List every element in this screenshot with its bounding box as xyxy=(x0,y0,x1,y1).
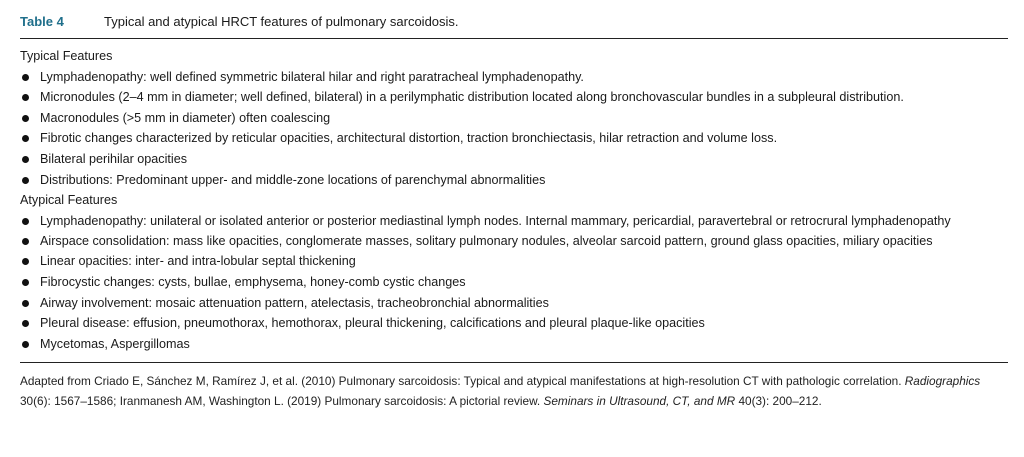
footnote-text: Adapted from Criado E, Sánchez M, Ramírez J, et al. (2010) Pulmonary sarcoidosis: Typical and atypical manifestations at high-resolution CT with pathologic correlation. xyxy=(20,374,905,389)
bullet-icon xyxy=(22,74,29,81)
table-label: Table 4 xyxy=(20,13,64,29)
table-caption xyxy=(20,0,1008,38)
list-item xyxy=(20,170,1008,191)
list-item xyxy=(20,293,1008,314)
footnote-text: 40(3): 200–212. xyxy=(735,394,822,409)
bullet-icon xyxy=(22,279,29,286)
list-item xyxy=(20,67,1008,88)
list-item xyxy=(20,87,1008,108)
atypical-features-heading: Atypical Features xyxy=(20,193,118,208)
bullet-icon xyxy=(22,94,29,101)
footnote-journal-radiographics: Radiographics xyxy=(904,374,981,389)
list-item xyxy=(20,108,1008,129)
list-item-text: Fibrotic changes characterized by reticular opacities, architectural distortion, traction bronchiectasis, hilar retraction and volume loss. xyxy=(40,131,778,146)
list-item xyxy=(20,211,1008,231)
bullet-icon xyxy=(22,320,29,327)
bullet-icon xyxy=(22,115,29,122)
typical-features-heading: Typical Features xyxy=(20,49,113,63)
list-item xyxy=(20,313,1008,334)
list-item-text: Airway involvement: mosaic attenuation pattern, atelectasis, tracheobronchial abnormalities xyxy=(40,295,549,310)
table-body xyxy=(20,39,1008,362)
list-item xyxy=(20,128,1008,149)
bullet-icon xyxy=(22,135,29,142)
bullet-icon xyxy=(22,156,29,163)
list-item-text: Micronodules (2–4 mm in diameter; well defined, bilateral) in a perilymphatic distribution located along bronchovascular bundles in a subpleural distribution. xyxy=(40,90,904,105)
bullet-icon xyxy=(22,218,29,225)
list-item xyxy=(20,149,1008,170)
list-item-text: Airspace consolidation: mass like opacities, conglomerate masses, solitary pulmonary nodules, alveolar sarcoid pattern, ground glass opacities, miliary opacities xyxy=(40,233,933,248)
list-item xyxy=(20,272,1008,293)
list-item-text: Mycetomas, Aspergillomas xyxy=(40,336,190,351)
table-footnote xyxy=(20,363,1010,411)
list-item-text: Lymphadenopathy: unilateral or isolated anterior or posterior mediastinal lymph nodes. Internal mammary, pericardial, paravertebral or retrocrural lymphadenopathy xyxy=(40,213,951,228)
list-item-text: Fibrocystic changes: cysts, bullae, emphysema, honey-comb cystic changes xyxy=(40,274,466,289)
bullet-icon xyxy=(22,177,29,184)
list-item xyxy=(20,334,1008,355)
bullet-icon xyxy=(22,341,29,348)
table-title: Typical and atypical HRCT features of pulmonary sarcoidosis. xyxy=(104,13,459,29)
list-item-text: Lymphadenopathy: well defined symmetric bilateral hilar and right paratracheal lymphadenopathy. xyxy=(40,69,584,84)
bullet-icon xyxy=(22,238,29,245)
table-container xyxy=(20,0,1008,411)
list-item xyxy=(20,231,1008,252)
list-item-text: Linear opacities: inter- and intra-lobular septal thickening xyxy=(40,254,356,269)
atypical-features-list xyxy=(20,211,1008,355)
typical-features-list xyxy=(20,67,1008,191)
list-item-text: Bilateral perihilar opacities xyxy=(40,151,187,166)
list-item-text: Macronodules (>5 mm in diameter) often coalescing xyxy=(40,110,331,125)
footnote-journal-seminars: Seminars in Ultrasound, CT, and MR xyxy=(543,394,736,409)
bullet-icon xyxy=(22,300,29,307)
footnote-text: 30(6): 1567–1586; Iranmanesh AM, Washington L. (2019) Pulmonary sarcoidosis: A pictorial review. xyxy=(20,394,544,409)
bullet-icon xyxy=(22,258,29,265)
list-item-text: Distributions: Predominant upper- and middle-zone locations of parenchymal abnormalities xyxy=(40,172,546,187)
list-item xyxy=(20,251,1008,272)
list-item-text: Pleural disease: effusion, pneumothorax, hemothorax, pleural thickening, calcifications and pleural plaque-like opacities xyxy=(40,316,705,331)
